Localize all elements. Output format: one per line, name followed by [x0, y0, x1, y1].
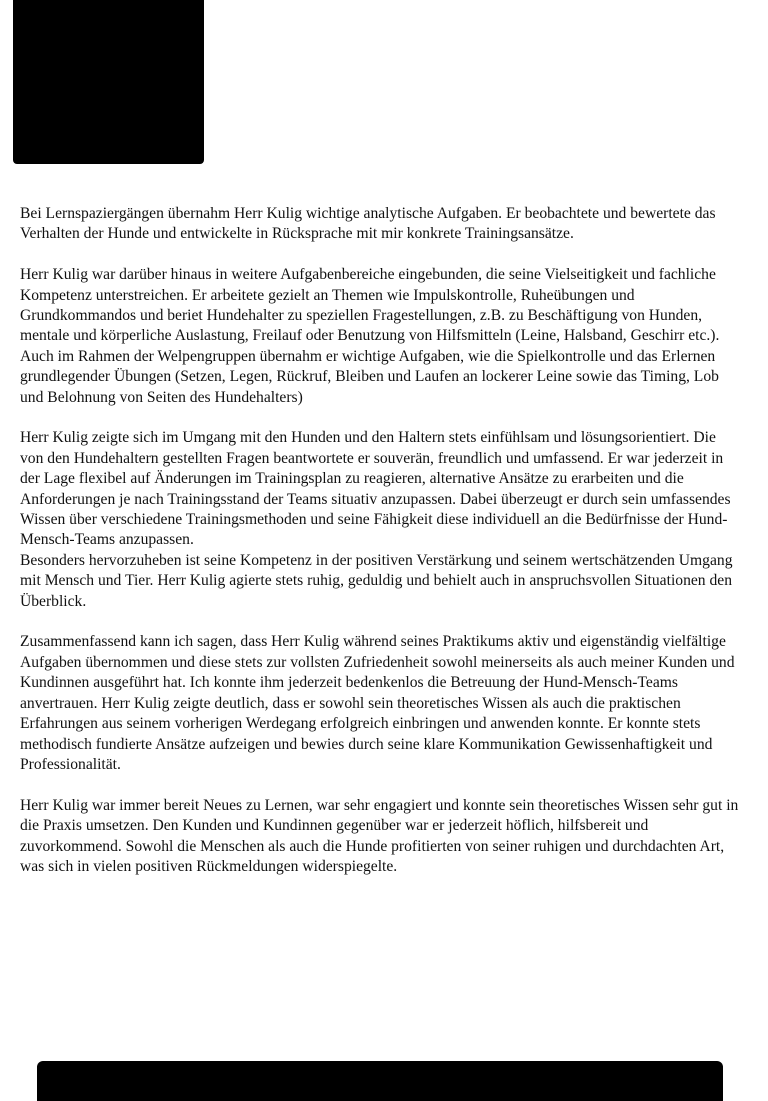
paragraph-closing: Herr Kulig war immer bereit Neues zu Lernen, war sehr engagiert und konnte sein theoretisches Wissen sehr gut in die Praxis umsetzen. Den Kunden und Kundinnen gegenüber war er jederzeit höflich, hilfsbereit und zuvorkommend. Sowohl die Menschen als auch die Hunde profitierten von seiner ruhigen und durchdachten Art, was sich in vielen positiven Rückmeldungen widerspiegelte.	[20, 796, 739, 875]
paragraph-further-tasks: Herr Kulig war darüber hinaus in weitere Aufgabenbereiche eingebunden, die seine Vielseitigkeit und fachliche Kompetenz unterstreichen. Er arbeitete gezielt an Themen wie Impulskontrolle, Ruheübungen und Grundkommandos und beriet Hundehalter zu speziellen Fragestellungen, z.B. zu Beschäftigung von Hunden, mentale und körperliche Auslastung, Freilauf oder Benutzung von Hilfsmitteln (Leine, Halsband, Geschirr etc.). Auch im Rahmen der Welpengruppen übernahm er wichtige Aufgaben, wie die Spielkontrolle und das Erlernen grundlegender Übungen (Setzen, Legen, Rückruf, Bleiben und Laufen an lockerer Leine sowie das Timing, Lob und Belohnung von Seiten des Hundehalters)	[20, 266, 720, 406]
redacted-letterhead-block	[13, 0, 204, 164]
paragraph-handling-dogs: Herr Kulig zeigte sich im Umgang mit den Hunden und den Haltern stets einfühlsam und lösungsorientiert. Die von den Hundehaltern gestellten Fragen beantwortete er souverän, freundlich und umfassend. Er war jederzeit in der Lage flexibel auf Änderungen im Trainingsplan zu reagieren, alternative Ansätze zu erarbeiten und die Anforderungen je nach Trainingsstand der Teams situativ anzupassen. Dabei überzeugt er durch sein umfassendes Wissen über verschiedene Trainingsmethoden und seine Fähigkeit diese individuell an die Bedürfnisse der Hund-Mensch-Teams anzupassen.	[20, 429, 731, 549]
paragraph-summary: Zusammenfassend kann ich sagen, dass Herr Kulig während seines Praktikums aktiv und eigenständig vielfältige Aufgaben übernommen und diese stets zur vollsten Zufriedenheit sowohl meinerseits als auch meiner Kunden und Kundinnen ausgeführt hat. Ich konnte ihm jederzeit bedenkenlos die Betreuung der Hund-Mensch-Teams anvertrauen. Herr Kulig zeigte deutlich, dass er sowohl sein theoretisches Wissen als auch die praktischen Erfahrungen aus seinem vorherigen Werdegang erfolgreich einbringen und anwenden konnte. Er konnte stets methodisch fundierte Ansätze aufzeigen und bewies durch seine klare Kommunikation Gewissenhaftigkeit und Professionalität.	[20, 633, 735, 773]
redacted-footer-block	[37, 1061, 723, 1101]
paragraph-positive-reinforcement: Besonders hervorzuheben ist seine Kompetenz in der positiven Verstärkung und seinem wertschätzenden Umgang mit Mensch und Tier. Herr Kulig agierte stets ruhig, geduldig und behielt auch in anspruchsvollen Situationen den Überblick.	[20, 551, 733, 610]
letter-body	[20, 204, 740, 898]
paragraph-learning-walks: Bei Lernspaziergängen übernahm Herr Kulig wichtige analytische Aufgaben. Er beobachtete und bewertete das Verhalten der Hunde und entwickelte in Rücksprache mit mir konkrete Trainingsansätze.	[20, 205, 716, 243]
